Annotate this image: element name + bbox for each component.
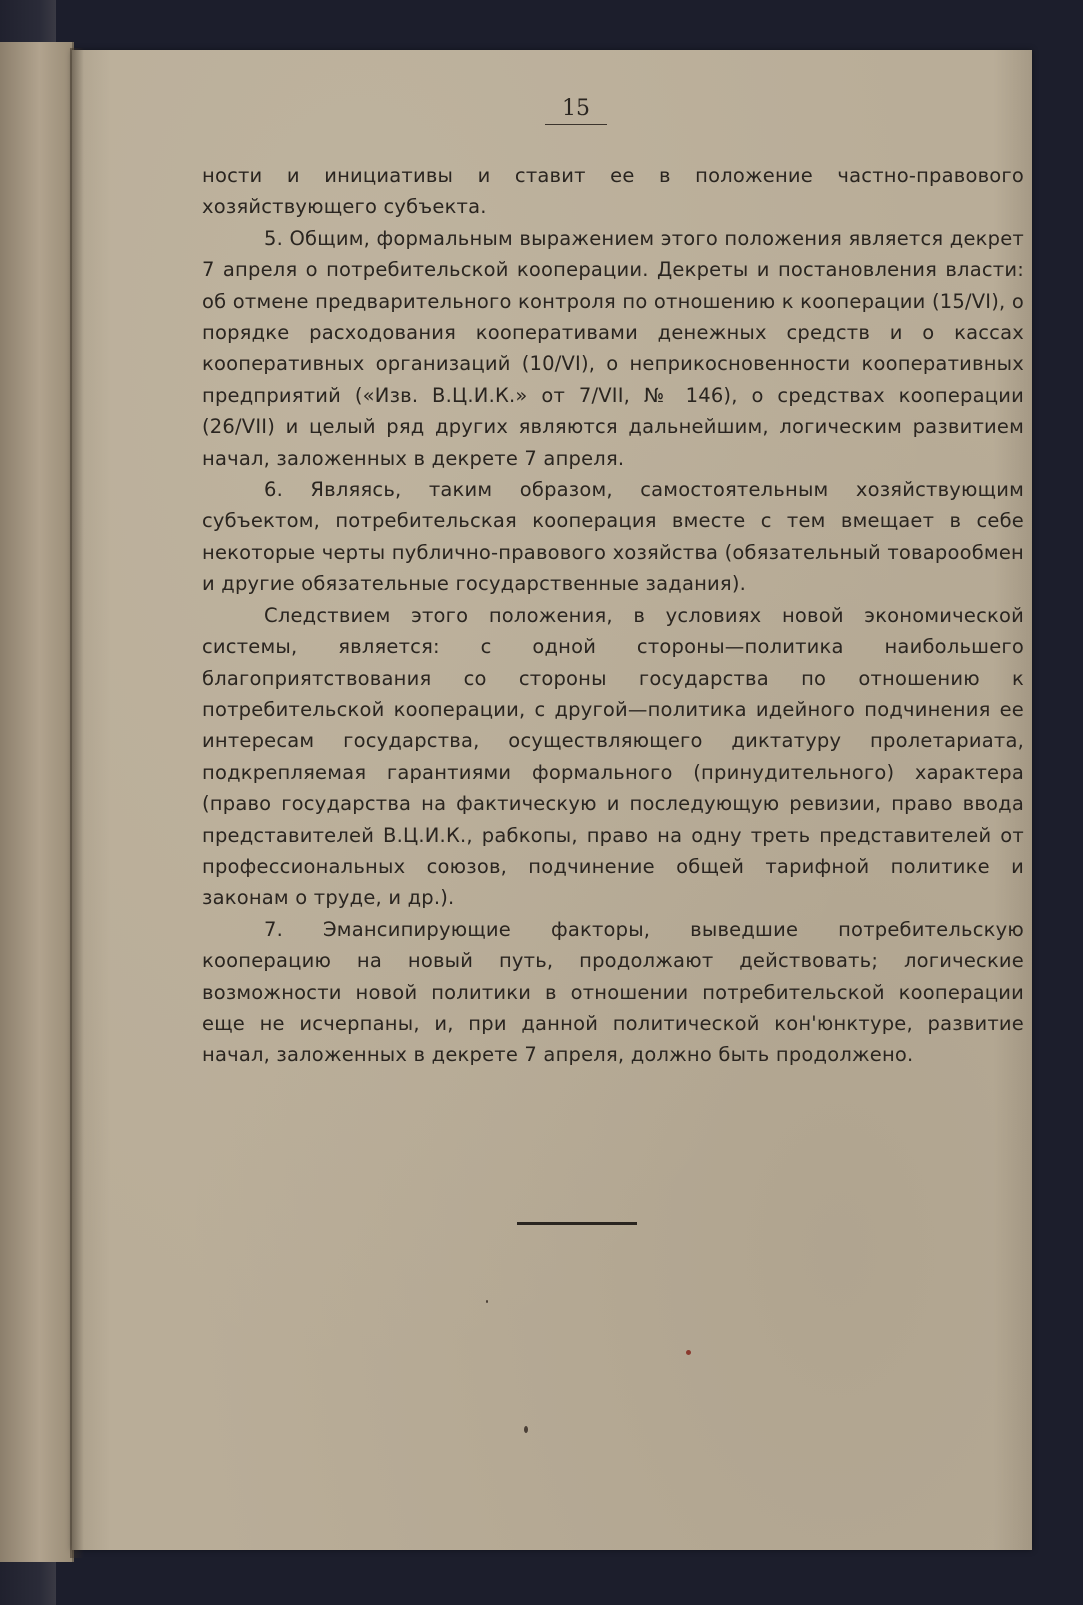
paragraph-consequence: Следствием этого положения, в условиях новой экономической системы, является: с одной стороны—политика наибольшего благоприятствования со стороны государства по отношению к потребительской кооперации, с другой—политика идейного подчинения ее интересам государства, осуществляющего диктатуру пролетариата, подкрепляемая гарантиями формального (принудительного) характера (право государства на фактическую и последующую ревизии, право ввода представителей В.Ц.И.К., рабкопы, право на одну треть представителей от профессиональных союзов, подчинение общей тарифной политике и законам о труде, и др.). bbox=[202, 603, 1024, 910]
paragraph-item-7: 7. Эмансипирующие факторы, выведшие потребительскую кооперацию на новый путь, продолжают действовать; логические возможности новой политики в отношении потребительской кооперации еще не исчерпаны, и, при данной политической кон'юнктуре, развитие начал, заложенных в декрете 7 апреля, должно быть продолжено. bbox=[202, 917, 1024, 1067]
paper-speck bbox=[686, 1350, 691, 1355]
end-rule bbox=[517, 1222, 637, 1225]
paper-speck bbox=[524, 1426, 528, 1433]
left-page-edge bbox=[0, 42, 74, 1562]
paper-speck bbox=[486, 1300, 488, 1303]
paragraph-item-6: 6. Являясь, таким образом, самостоятельным хозяйствующим субъектом, потребительская кооперация вместе с тем вмещает в себе некоторые черты публично-правового хозяйства (обязательный товарообмен и другие обязательные государственные задания). bbox=[202, 478, 1024, 596]
paragraph-item-5: 5. Общим, формальным выражением этого положения является декрет 7 апреля о потребительской кооперации. Декреты и постановления власти: об отмене предварительного контроля по отношению к кооперации (15/VI), о порядке расходования кооперативами денежных средств и о кассах кооперативных организаций (10/VI), о неприкосновенности кооперативных предприятий («Изв. В.Ц.И.К.» от 7/VII, № 146), о средствах кооперации (26/VII) и целый ряд других являются дальнейшим, логическим развитием начал, заложенных в декрете 7 апреля. bbox=[202, 226, 1024, 470]
book-page bbox=[72, 50, 1032, 1550]
body-text bbox=[202, 160, 1024, 1071]
paragraph-continuation: ности и инициативы и ставит ее в положение частно-правового хозяйствующего субъекта. bbox=[202, 164, 1024, 219]
gutter-shadow bbox=[70, 48, 84, 1558]
page-number: 15 bbox=[545, 96, 607, 125]
